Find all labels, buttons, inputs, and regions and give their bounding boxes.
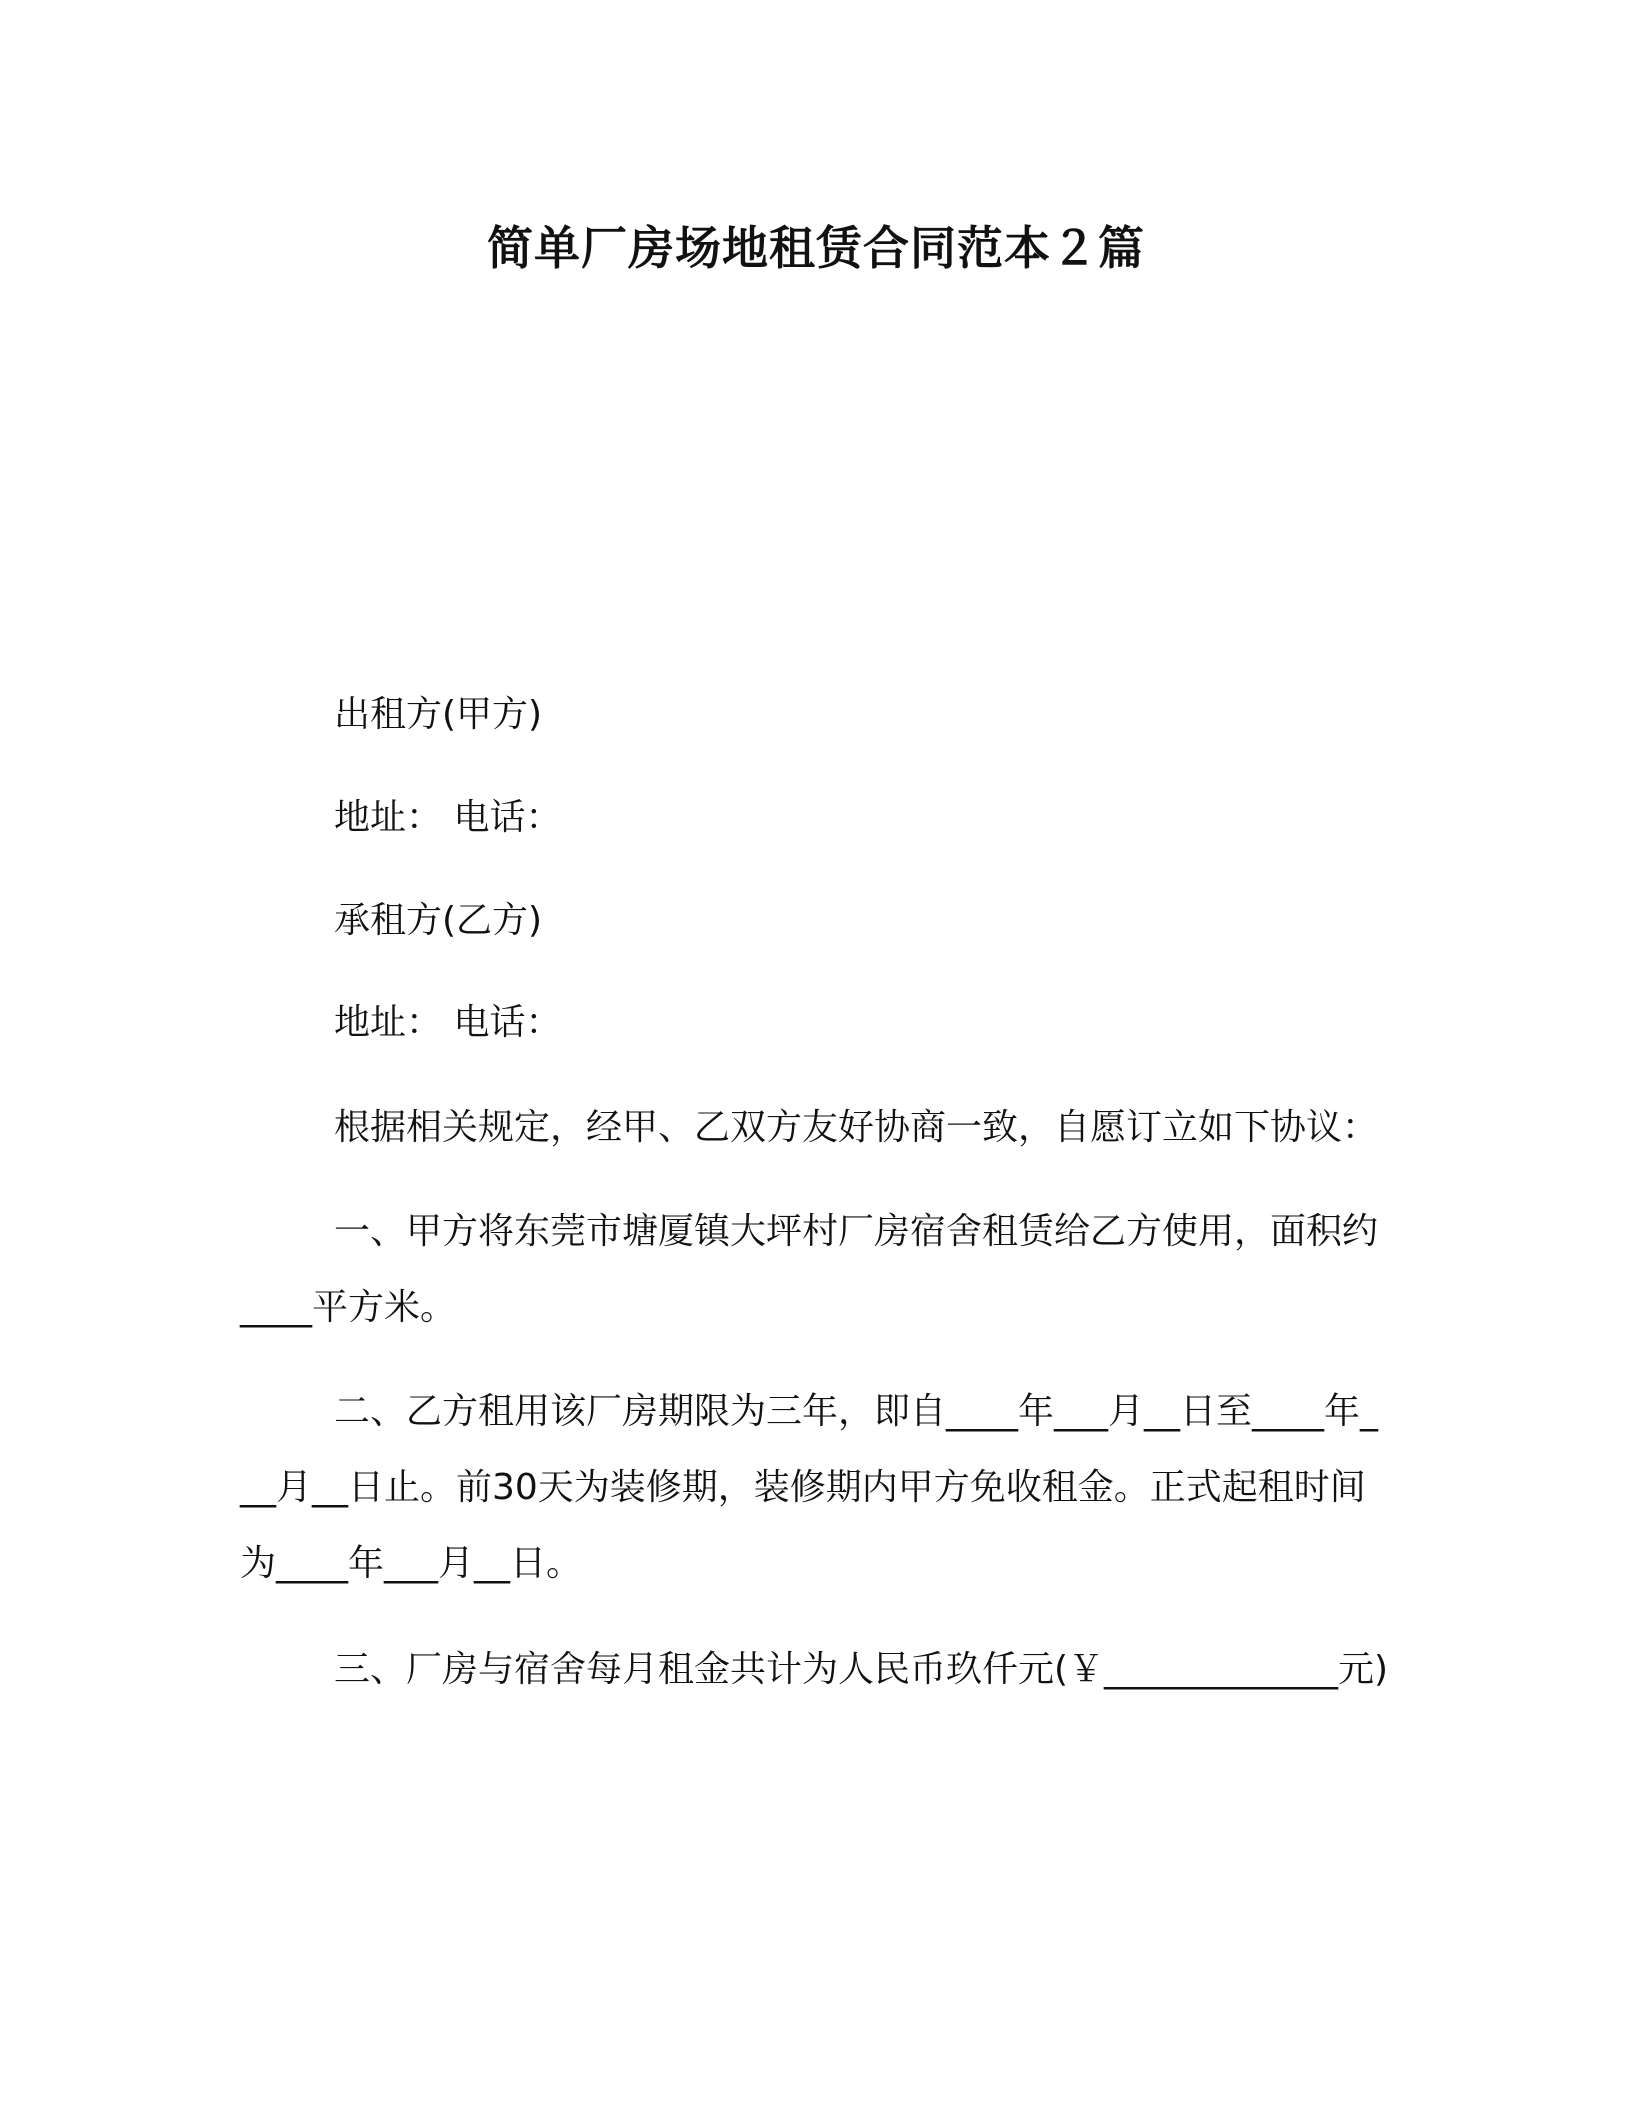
lessee-label: 承租方(乙方) [334, 900, 543, 941]
lessor-contact: 地址： 电话： [334, 797, 562, 838]
lessee-contact: 地址： 电话： [334, 1002, 562, 1043]
clause-1: 一、甲方将东莞市塘厦镇大坪村厂房宿舍租赁给乙方使用，面积约____平方米。 [240, 1211, 1379, 1328]
lessor-label: 出租方(甲方) [334, 694, 543, 735]
clause-3: 三、厂房与宿舍每月租金共计为人民币玖仟元(￥_____________元) [334, 1649, 1389, 1690]
clause-2: 二、乙方租用该厂房期限为三年，即自____年___月__日至____年___月__日止。前30天为装修期，装修期内甲方免收租金。正式起租时间为____年___月__日。 [240, 1391, 1379, 1584]
agreement-preamble: 根据相关规定，经甲、乙双方友好协商一致，自愿订立如下协议： [334, 1107, 1379, 1148]
document-title: 简单厂房场地租赁合同范本２篇 [487, 221, 1145, 275]
